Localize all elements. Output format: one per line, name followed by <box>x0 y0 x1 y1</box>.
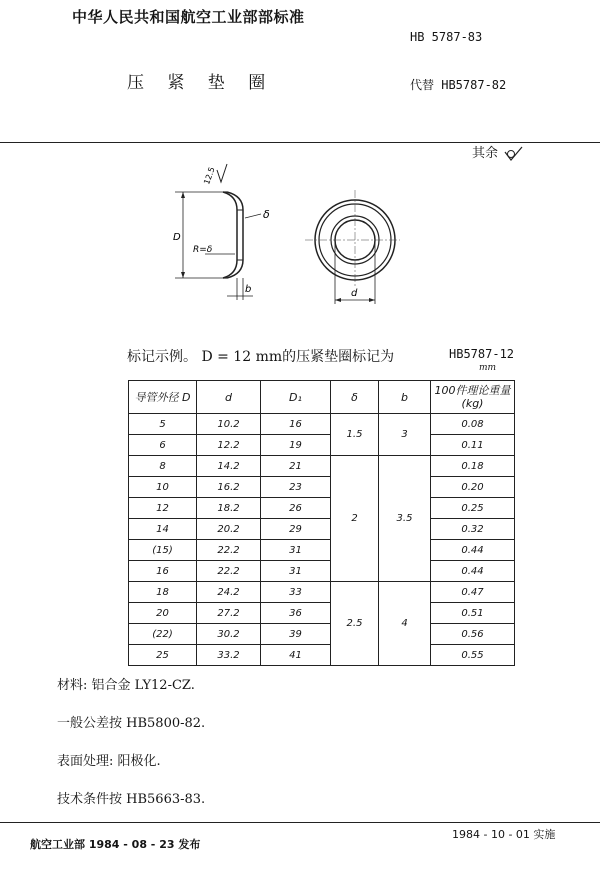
note-technical-conditions: 技术条件按 HB5663-83. <box>57 792 206 807</box>
cell-weight: 0.44 <box>431 540 515 561</box>
cell-b: 3.5 <box>379 456 431 582</box>
cell-d: 14.2 <box>197 456 261 477</box>
table-row <box>129 414 515 435</box>
table-header-row <box>129 381 515 414</box>
surface-finish-icon <box>502 146 532 162</box>
cell-D: 20 <box>129 603 197 624</box>
table-row <box>129 477 515 498</box>
table-row <box>129 519 515 540</box>
table-row <box>129 435 515 456</box>
note-tolerance: 一般公差按 HB5800-82. <box>57 716 206 731</box>
cell-D: (15) <box>129 540 197 561</box>
effective-date: 1984 - 10 - 01 实施 <box>452 828 556 841</box>
label-D: D <box>173 232 181 243</box>
cell-d: 33.2 <box>197 645 261 666</box>
table-row <box>129 540 515 561</box>
cell-D1: 21 <box>261 456 331 477</box>
issued-date: 航空工业部 1984 - 08 - 23 发布 <box>30 838 201 851</box>
footer-divider <box>0 822 600 823</box>
note-surface-treatment: 表面处理: 阳极化. <box>57 754 161 769</box>
cell-D1: 29 <box>261 519 331 540</box>
standard-number: HB 5787-83 <box>410 30 483 44</box>
table-row <box>129 645 515 666</box>
cell-D: 18 <box>129 582 197 603</box>
cell-D: 25 <box>129 645 197 666</box>
washer-drawing <box>165 160 400 310</box>
cell-d: 12.2 <box>197 435 261 456</box>
table-row <box>129 456 515 477</box>
cell-D1: 16 <box>261 414 331 435</box>
cell-D1: 36 <box>261 603 331 624</box>
cell-d: 27.2 <box>197 603 261 624</box>
cell-d: 10.2 <box>197 414 261 435</box>
cell-D: 5 <box>129 414 197 435</box>
label-roughness: 12.5 <box>202 165 217 186</box>
cell-d: 24.2 <box>197 582 261 603</box>
marking-example-text: 标记示例。 D = 12 mm的压紧垫圈标记为 <box>127 349 395 365</box>
header-weight: 100件理论重量 (kg) <box>431 381 515 414</box>
table-row <box>129 582 515 603</box>
replaces-standard: 代替 HB5787-82 <box>410 78 507 92</box>
cell-D: 12 <box>129 498 197 519</box>
header-D: 导管外径 D <box>129 381 197 414</box>
table-row <box>129 624 515 645</box>
header-D1: D₁ <box>261 381 331 414</box>
cell-weight: 0.47 <box>431 582 515 603</box>
cell-d: 22.2 <box>197 561 261 582</box>
cell-D1: 33 <box>261 582 331 603</box>
header-d: d <box>197 381 261 414</box>
cell-D1: 31 <box>261 540 331 561</box>
cell-weight: 0.11 <box>431 435 515 456</box>
dimension-table <box>128 380 515 666</box>
label-d: d <box>351 288 358 299</box>
cell-weight: 0.56 <box>431 624 515 645</box>
label-b: b <box>245 284 252 295</box>
cell-d: 20.2 <box>197 519 261 540</box>
cell-d: 18.2 <box>197 498 261 519</box>
cell-weight: 0.55 <box>431 645 515 666</box>
cell-d: 30.2 <box>197 624 261 645</box>
cell-delta: 1.5 <box>331 414 379 456</box>
cell-b: 4 <box>379 582 431 666</box>
cell-weight: 0.25 <box>431 498 515 519</box>
table-row <box>129 498 515 519</box>
cell-D1: 26 <box>261 498 331 519</box>
cell-d: 22.2 <box>197 540 261 561</box>
cell-weight: 0.08 <box>431 414 515 435</box>
table-row <box>129 561 515 582</box>
table-row <box>129 603 515 624</box>
cell-weight: 0.20 <box>431 477 515 498</box>
cell-delta: 2.5 <box>331 582 379 666</box>
cell-D1: 31 <box>261 561 331 582</box>
document-title: 压 紧 垫 圈 <box>127 73 275 93</box>
header-delta: δ <box>331 381 379 414</box>
cell-D1: 41 <box>261 645 331 666</box>
cell-D: (22) <box>129 624 197 645</box>
cell-d: 16.2 <box>197 477 261 498</box>
label-R: R=δ <box>193 245 213 255</box>
cell-b: 3 <box>379 414 431 456</box>
cell-D: 16 <box>129 561 197 582</box>
marking-example-unit: mm <box>479 363 497 373</box>
label-delta: δ <box>263 208 270 221</box>
cell-weight: 0.51 <box>431 603 515 624</box>
cell-D1: 39 <box>261 624 331 645</box>
cell-D: 10 <box>129 477 197 498</box>
cell-weight: 0.44 <box>431 561 515 582</box>
cell-D: 8 <box>129 456 197 477</box>
marking-example-code: HB5787-12 <box>449 347 515 361</box>
marking-example <box>127 346 515 373</box>
cell-D1: 19 <box>261 435 331 456</box>
note-material: 材料: 铝合金 LY12-CZ. <box>57 678 195 693</box>
surface-finish-label: 其余 <box>472 146 499 161</box>
cell-D1: 23 <box>261 477 331 498</box>
header-b: b <box>379 381 431 414</box>
cell-D: 14 <box>129 519 197 540</box>
surface-finish-note <box>472 142 532 162</box>
cell-weight: 0.18 <box>431 456 515 477</box>
cell-delta: 2 <box>331 456 379 582</box>
cell-D: 6 <box>129 435 197 456</box>
cell-weight: 0.32 <box>431 519 515 540</box>
organization-header: 中华人民共和国航空工业部部标准 <box>72 8 305 26</box>
